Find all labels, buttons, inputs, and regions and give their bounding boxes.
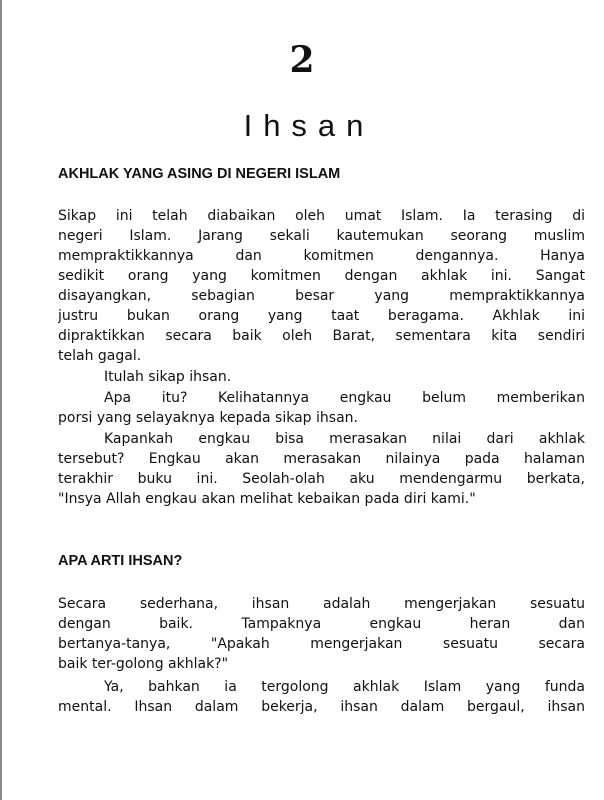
paragraph-line: sedikit orang yang komitmen dengan akhlak ini. Sangat xyxy=(58,268,585,284)
paragraph-line: justru bukan orang yang taat beragama. Akhlak ini xyxy=(58,308,585,324)
paragraph-line: tersebut? Engkau akan merasakan nilainya pada halaman xyxy=(58,451,585,467)
paragraph-line: Sikap ini telah diabaikan oleh umat Islam. Ia terasing di xyxy=(58,208,585,224)
chapter-number: 2 xyxy=(289,39,315,81)
paragraph-line: dengan baik. Tampaknya engkau heran dan xyxy=(58,616,585,632)
chapter-title: Ihsan xyxy=(243,108,375,143)
paragraph-line: Kapankah engkau bisa merasakan nilai dari akhlak xyxy=(104,431,585,447)
section-heading: APA ARTI IHSAN? xyxy=(58,553,183,569)
paragraph-line: disayangkan, sebagian besar yang mempraktikkannya xyxy=(58,288,585,304)
paragraph-line: telah gagal. xyxy=(58,348,142,364)
paragraph-line: dipraktikkan secara baik oleh Barat, sementara kita sendiri xyxy=(58,328,585,344)
paragraph-line: baik ter-golong akhlak?" xyxy=(58,656,229,672)
paragraph-line: mental. Ihsan dalam bekerja, ihsan dalam bergaul, ihsan xyxy=(58,699,585,715)
paragraph-line: Secara sederhana, ihsan adalah mengerjakan sesuatu xyxy=(58,596,585,612)
paragraph-line: Itulah sikap ihsan. xyxy=(104,369,232,385)
section-heading: AKHLAK YANG ASING DI NEGERI ISLAM xyxy=(58,166,341,182)
paragraph-line: Apa itu? Kelihatannya engkau belum memberikan xyxy=(104,390,585,406)
paragraph-line: mempraktikkannya dan komitmen dengannya. Hanya xyxy=(58,248,585,264)
paragraph-line: "Insya Allah engkau akan melihat kebaikan pada diri kami." xyxy=(58,491,476,507)
paragraph-line: bertanya-tanya, "Apakah mengerjakan sesuatu secara xyxy=(58,636,585,652)
paragraph-line: negeri Islam. Jarang sekali kautemukan seorang muslim xyxy=(58,228,585,244)
paragraph-line: porsi yang selayaknya kepada sikap ihsan. xyxy=(58,410,358,426)
paragraph-line: terakhir buku ini. Seolah-olah aku mendengarmu berkata, xyxy=(58,471,585,487)
paragraph-line: Ya, bahkan ia tergolong akhlak Islam yang funda xyxy=(104,679,585,695)
